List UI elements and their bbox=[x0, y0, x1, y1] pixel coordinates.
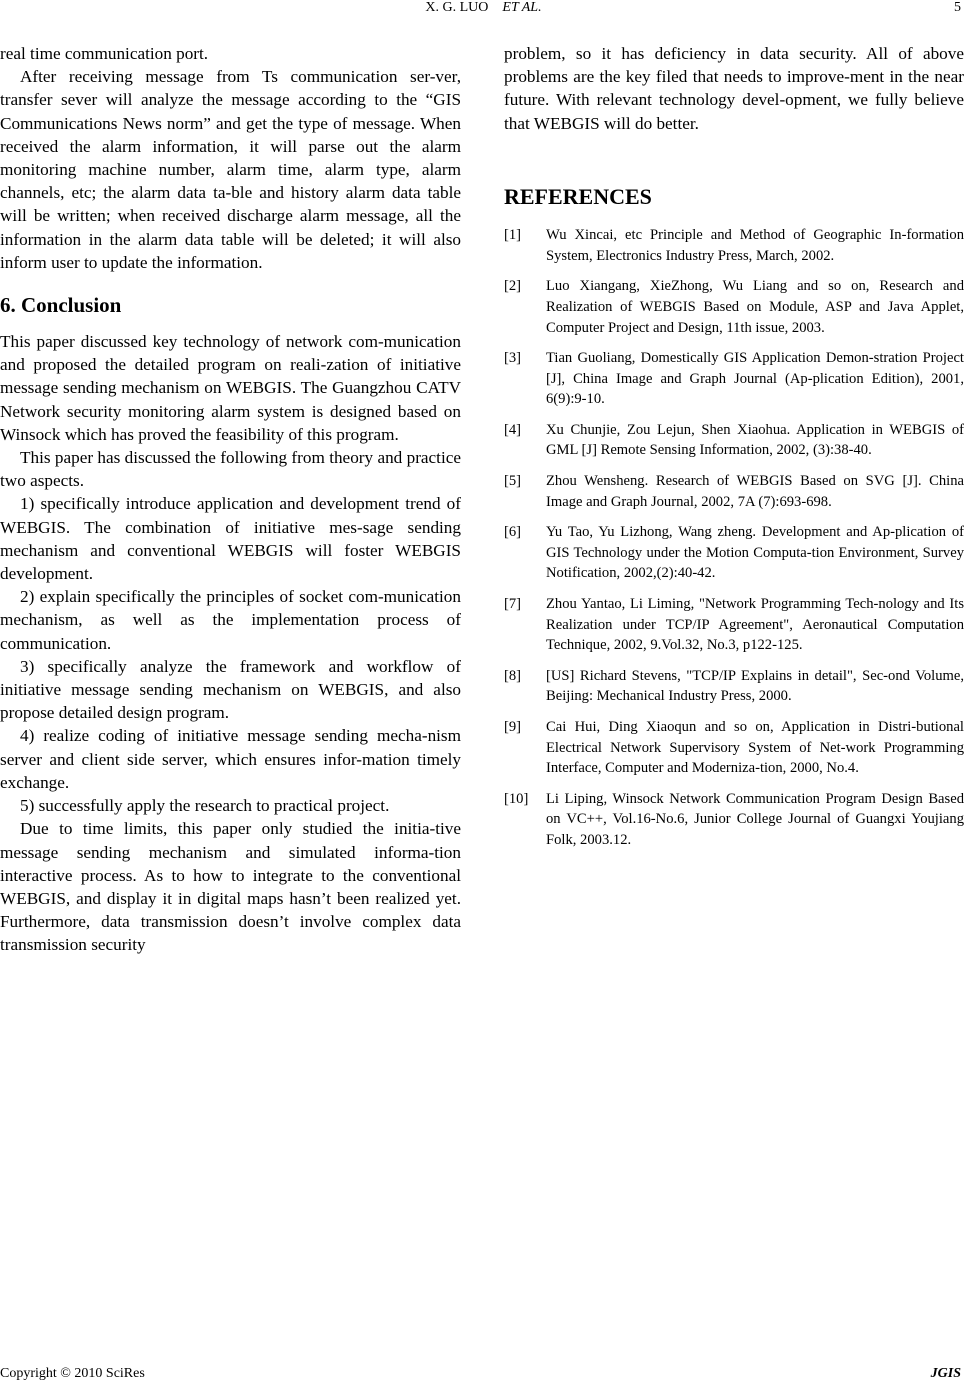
reference-item bbox=[504, 276, 964, 338]
copyright-notice: Copyright © 2010 SciRes bbox=[0, 1366, 145, 1381]
paragraph: real time communication port. bbox=[0, 44, 209, 63]
reference-text: Luo Xiangang, XieZhong, Wu Liang and so on, Research and Realization of WEBGIS Based on Module, ASP and Java Applet, Computer Project and Design, 11th issue, 2003. bbox=[546, 277, 964, 336]
reference-text: Yu Tao, Yu Lizhong, Wang zheng. Development and Ap-plication of GIS Technology under the Motion Computa-tion Environment, Survey Notification, 2002,(2):40-42. bbox=[546, 523, 964, 582]
paragraph: problem, so it has deficiency in data security. All of above problems are the key filed that needs to improve-ment in the near future. With relevant technology devel-opment, we fully believe that WEBGIS will do better. bbox=[504, 44, 964, 133]
reference-item bbox=[504, 789, 964, 851]
page-number: 5 bbox=[954, 0, 961, 15]
left-column bbox=[0, 42, 461, 957]
reference-text: Zhou Yantao, Li Liming, "Network Programming Tech-nology and Its Realization under TCP/IP Agreement", Aeronautical Computation Technique, 2002, 9.Vol.32, No.3, p122-125. bbox=[546, 595, 964, 654]
paragraph: 3) specifically analyze the framework and workflow of initiative message sending mechanism on WEBGIS, and also propose detailed design program. bbox=[0, 656, 461, 723]
right-column bbox=[504, 42, 964, 861]
reference-text: Zhou Wensheng. Research of WEBGIS Based on SVG [J]. China Image and Graph Journal, 2002, 7A (7):693-698. bbox=[546, 472, 964, 510]
reference-item bbox=[504, 348, 964, 410]
reference-item bbox=[504, 522, 964, 584]
reference-item bbox=[504, 225, 964, 267]
paragraph: This paper discussed key technology of network com-munication and proposed the detailed program on reali-zation of initiative message sending mechanism on WEBGIS. The Guangzhou CATV Network security monitoring alarm system is designed based on Winsock which has proved the feasibility of this program. bbox=[0, 332, 461, 444]
page-header bbox=[0, 0, 967, 20]
reference-number: [6] bbox=[504, 523, 522, 540]
references-list bbox=[504, 225, 964, 851]
reference-text: Tian Guoliang, Domestically GIS Application Demon-stration Project [J], China Image and Graph Journal (Ap-plication Edition), 2001, 6(9):9-10. bbox=[546, 349, 964, 408]
reference-number: [8] bbox=[504, 667, 522, 684]
running-head bbox=[0, 0, 967, 16]
reference-item bbox=[504, 717, 964, 779]
reference-number: [5] bbox=[504, 472, 522, 489]
running-head-etal: ET AL. bbox=[502, 0, 542, 15]
reference-number: [4] bbox=[504, 421, 522, 438]
reference-number: [1] bbox=[504, 226, 522, 243]
running-head-authors: X. G. LUO bbox=[425, 0, 489, 15]
reference-number: [3] bbox=[504, 349, 522, 366]
paragraph: 2) explain specifically the principles of socket com-munication mechanism, as well as the implementation process of communication. bbox=[0, 587, 461, 653]
reference-item bbox=[504, 471, 964, 513]
reference-number: [10] bbox=[504, 790, 529, 807]
reference-text: Cai Hui, Ding Xiaoqun and so on, Application in Distri-butional Electrical Network Supervisory System of Net-work Programming Interface, Computer and Moderniza-tion, 2000, No.4. bbox=[546, 718, 964, 777]
reference-number: [9] bbox=[504, 718, 522, 735]
paragraph: Due to time limits, this paper only studied the initia-tive message sending mechanism and simulated informa-tion interactive process. As to how to integrate to the conventional WEBGIS, and display it in digital maps hasn’t been realized yet. Furthermore, data transmission doesn’t involve complex data transmission security bbox=[0, 819, 461, 955]
reference-text: [US] Richard Stevens, "TCP/IP Explains in detail", Sec-ond Volume, Beijing: Mechanical Industry Press, 2000. bbox=[546, 667, 964, 705]
paragraph: 4) realize coding of initiative message sending mecha-nism server and client side server, which ensures infor-mation timely exchange. bbox=[0, 726, 461, 792]
paragraph: 5) successfully apply the research to practical project. bbox=[20, 796, 390, 816]
reference-number: [2] bbox=[504, 277, 522, 294]
reference-text: Wu Xincai, etc Principle and Method of Geographic In-formation System, Electronics Industry Press, March, 2002. bbox=[546, 226, 964, 264]
references-title: REFERENCES bbox=[504, 183, 652, 209]
section-title: 6. Conclusion bbox=[0, 293, 122, 318]
reference-item bbox=[504, 666, 964, 708]
reference-item bbox=[504, 420, 964, 462]
reference-text: Xu Chunjie, Zou Lejun, Shen Xiaohua. Application in WEBGIS of GML [J] Remote Sensing Information, 2002, (3):38-40. bbox=[546, 421, 964, 459]
journal-abbrev: JGIS bbox=[930, 1366, 961, 1381]
reference-number: [7] bbox=[504, 595, 522, 612]
reference-item bbox=[504, 594, 964, 656]
reference-text: Li Liping, Winsock Network Communication Program Design Based on VC++, Vol.16-No.6, Junior College Journal of Guangxi Youjiang Folk, 2003.12. bbox=[546, 790, 964, 849]
paragraph: 1) specifically introduce application and development trend of WEBGIS. The combination of initiative mes-sage sending mechanism and conventional WEBGIS will foster WEBGIS development. bbox=[0, 494, 461, 584]
paragraph: After receiving message from Ts communication ser-ver, transfer sever will analyze the message according to the “GIS Communications News norm” and get the type of message. When received the alarm information, it will parse out the alarm monitoring machine number, alarm time, alarm type, alarm channels, etc; the alarm data ta-ble and history alarm data table will be written; when received discharge alarm message, all the information in the alarm data table will be deleted; it will also inform user to update the information. bbox=[0, 67, 461, 272]
paragraph: This paper has discussed the following from theory and practice two aspects. bbox=[0, 448, 461, 491]
